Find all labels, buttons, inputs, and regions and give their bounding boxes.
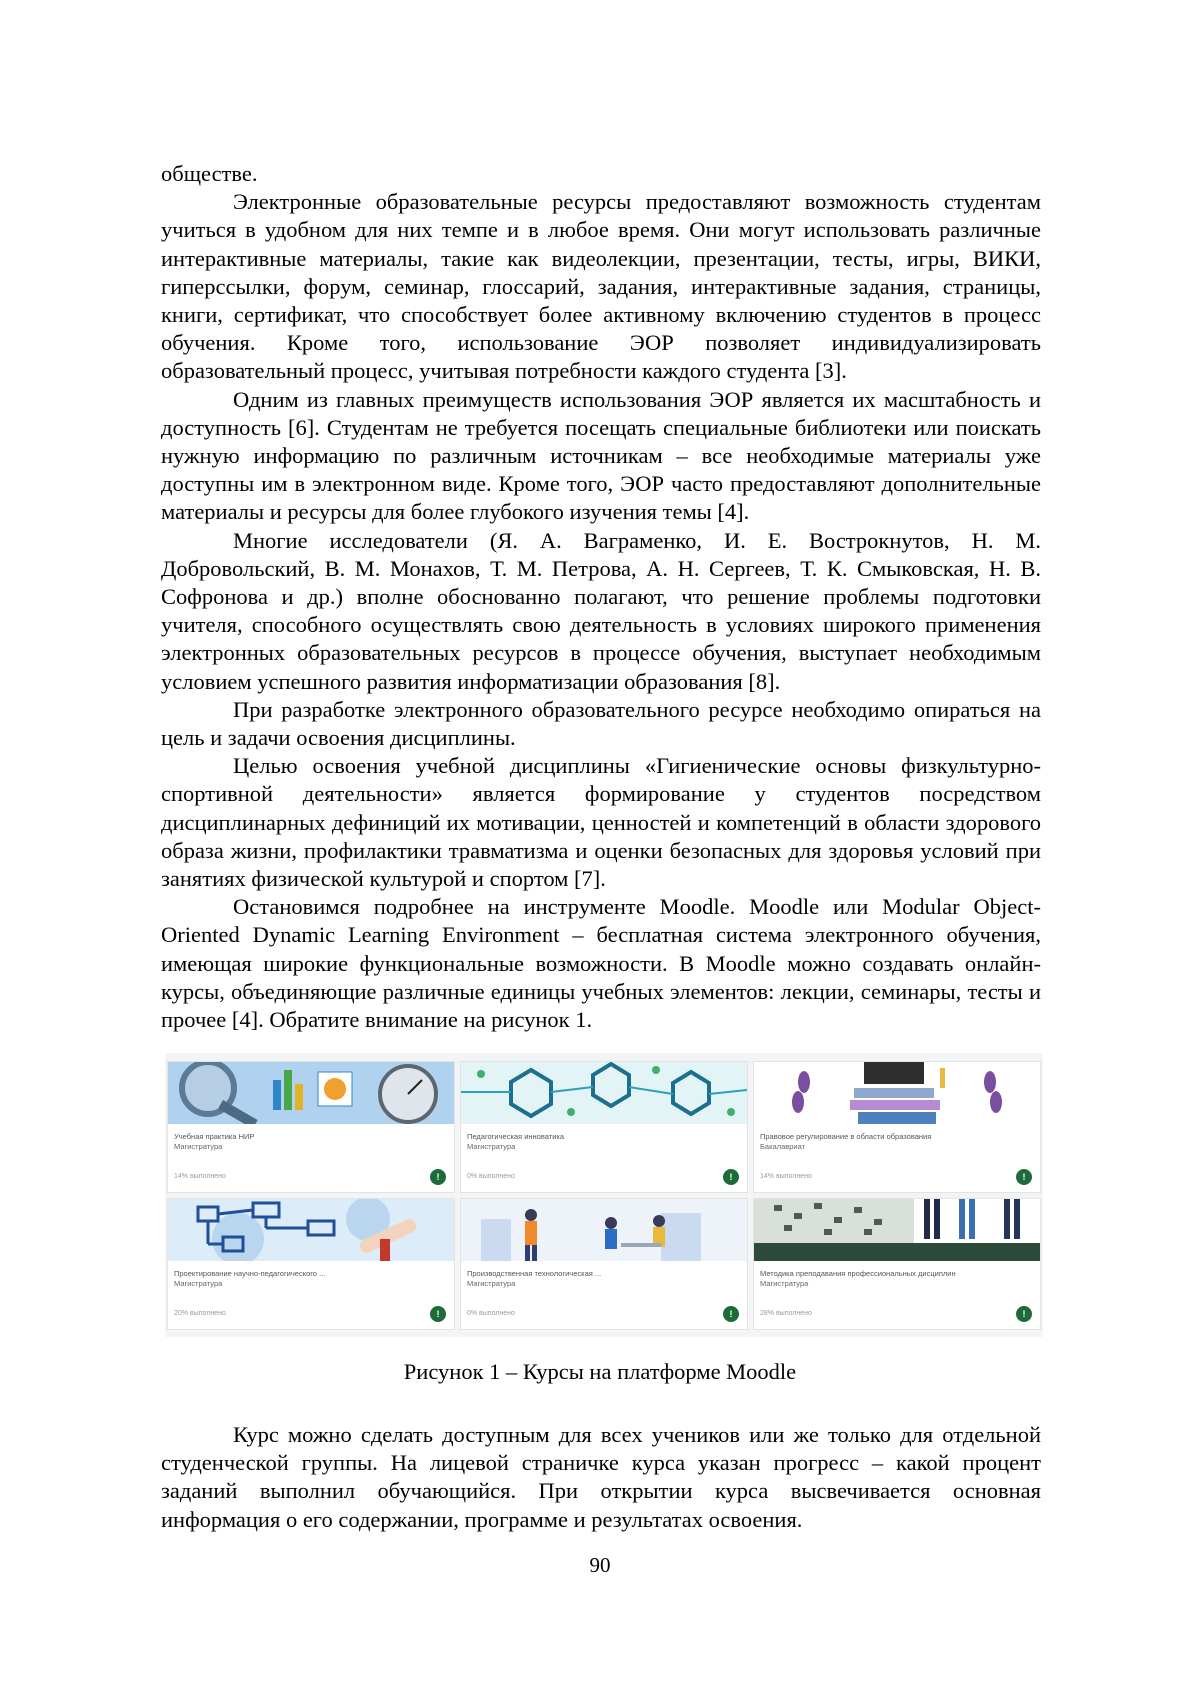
alert-icon[interactable]: ! [723, 1306, 739, 1322]
paragraph: Целью освоения учебной дисциплины «Гигиенические основы физкультурно-спортивной деятельности» является формирование у студентов посредством дисциплинарных дефиниций их мотивации, ценностей и компетенций в области здорового образа жизни, профилактики травматизма и оценки безопасных для здоровья условий при занятиях физической культурой и спортом [7]. [161, 752, 1041, 893]
course-banner-team [461, 1199, 747, 1261]
course-card[interactable] [167, 1198, 455, 1330]
course-card[interactable] [460, 1198, 748, 1330]
course-card[interactable] [753, 1061, 1041, 1193]
course-level: Магистратура [174, 1279, 222, 1288]
course-banner-analytics [168, 1062, 454, 1124]
course-title: Проектирование научно-педагогического ... [174, 1269, 444, 1278]
paragraph: Многие исследователи (Я. А. Ваграменко, И. Е. Вострокнутов, Н. М. Добровольский, В. М. Монахов, Т. М. Петрова, А. Н. Сергеев, Т. К. Смыковская, Н. В. Софронова и др.) вполне обоснованно полагают, что решение проблемы подготовки учителя, способного осуществлять свою деятельность в условиях широкого применения электронных образовательных ресурсов в процессе обучения, выступает необходимым условием успешного развития информатизации образования [8]. [161, 527, 1041, 696]
course-title: Правовое регулирование в области образования [760, 1132, 1030, 1141]
course-title: Педагогическая инноватика [467, 1132, 737, 1141]
paragraph: При разработке электронного образовательного ресурсе необходимо опираться на цель и задачи освоения дисциплины. [161, 696, 1041, 752]
course-title: Учебная практика НИР [174, 1132, 444, 1141]
course-card[interactable] [460, 1061, 748, 1193]
body-text-top [161, 160, 1041, 1034]
course-card[interactable] [753, 1198, 1041, 1330]
course-progress: 28% выполнено [760, 1310, 812, 1317]
course-title: Методика преподавания профессиональных дисциплин [760, 1269, 1030, 1278]
course-banner-flowchart [168, 1199, 454, 1261]
course-level: Магистратура [174, 1142, 222, 1151]
paragraph: Курс можно сделать доступным для всех учеников или же только для отдельной студенческой группы. На лицевой страничке курса указан прогресс – какой процент заданий выполнил обучающийся. При открытии курса высвечивается основная информация о его содержании, программе и результатах освоения. [161, 1421, 1041, 1534]
course-banner-presentation [754, 1199, 1040, 1261]
course-card[interactable] [167, 1061, 455, 1193]
course-progress: 14% выполнено [174, 1173, 226, 1180]
course-level: Магистратура [467, 1142, 515, 1151]
page [0, 0, 1200, 1698]
figure-caption: Рисунок 1 – Курсы на платформе Moodle [0, 1359, 1200, 1385]
course-progress: 14% выполнено [760, 1173, 812, 1180]
course-progress: 20% выполнено [174, 1310, 226, 1317]
course-level: Магистратура [467, 1279, 515, 1288]
paragraph: Одним из главных преимуществ использования ЭОР является их масштабность и доступность [6]. Студентам не требуется посещать специальные библиотеки или поискать нужную информацию по различным источникам – все необходимые материалы уже доступны им в электронном виде. Кроме того, ЭОР часто предоставляют дополнительные материалы и ресурсы для более глубокого изучения темы [4]. [161, 386, 1041, 527]
course-banner-network [461, 1062, 747, 1124]
paragraph: Электронные образовательные ресурсы предоставляют возможность студентам учиться в удобном для них темпе и в любое время. Они могут использовать различные интерактивные материалы, такие как видеолекции, презентации, тесты, игры, ВИКИ, гиперссылки, форум, семинар, глоссарий, задания, интерактивные задания, страницы, книги, сертификат, что способствует более активному включению студентов в процесс обучения. Кроме того, использование ЭОР позволяет индивидуализировать образовательный процесс, учитывая потребности каждого студента [3]. [161, 188, 1041, 385]
alert-icon[interactable]: ! [430, 1169, 446, 1185]
alert-icon[interactable]: ! [430, 1306, 446, 1322]
course-title: Производственная технологическая ... [467, 1269, 737, 1278]
paragraph: Остановимся подробнее на инструменте Moodle. Moodle или Modular Object-Oriented Dynamic Learning Environment – бесплатная система электронного обучения, имеющая широкие функциональные возможности. В Moodle можно создавать онлайн-курсы, объединяющие различные единицы учебных элементов: лекции, семинары, тесты и прочее [4]. Обратите внимание на рисунок 1. [161, 893, 1041, 1034]
body-text-bottom [161, 1421, 1041, 1534]
course-level: Магистратура [760, 1279, 808, 1288]
course-progress: 0% выполнено [467, 1310, 515, 1317]
moodle-courses-figure [165, 1053, 1043, 1337]
alert-icon[interactable]: ! [1016, 1169, 1032, 1185]
alert-icon[interactable]: ! [1016, 1306, 1032, 1322]
page-number: 90 [0, 1553, 1200, 1578]
course-banner-books [754, 1062, 1040, 1124]
paragraph: обществе. [161, 160, 1041, 188]
course-level: Бакалавриат [760, 1142, 805, 1151]
alert-icon[interactable]: ! [723, 1169, 739, 1185]
course-progress: 0% выполнено [467, 1173, 515, 1180]
